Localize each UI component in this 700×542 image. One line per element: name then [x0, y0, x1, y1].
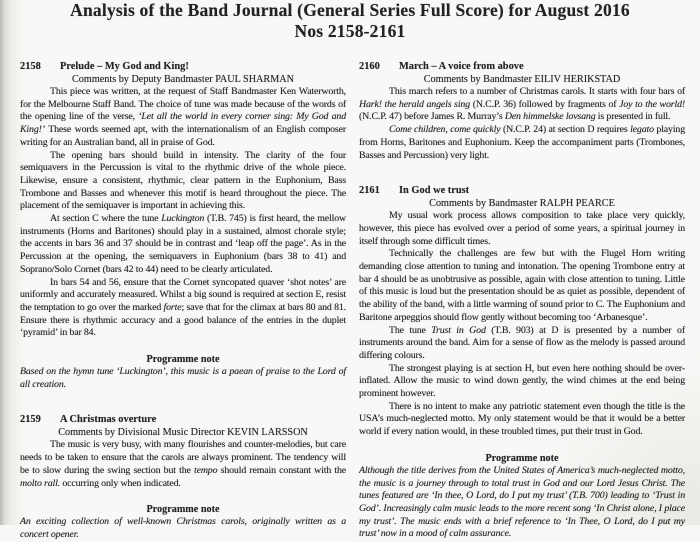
section-number: 2158	[20, 61, 41, 72]
section-2161	[359, 184, 685, 541]
section-heading	[20, 60, 346, 73]
paragraph: Technically the challenges are few but with the Flugel Horn writing demanding close attention to tuning and intonation. The opening Trombone entry at bar 4 should be as unobtrusive as possible, again with close attention to tuning. Little of this music is loud but the presentation should be as quiet as possible, dependent of the ability of the band, with a little warming of sound prior to C. The Euphonium and Baritone arpeggios should flow gently without becoming too ‘Arbanesque’.	[359, 248, 685, 323]
paragraph: The tune Trust in God (T.B. 903) at D is presented by a number of instruments around the band. Aim for a sense of flow as the melody is passed around differing colours.	[359, 324, 685, 361]
paragraph: There is no intent to make any patriotic statement even though the title is the USA’s much-neglected motto. My only statement would be that it would be a better world if every nation would, in these troubled times, put their trust in God.	[359, 400, 685, 438]
section-number: 2161	[359, 185, 380, 197]
section-2159	[20, 413, 346, 541]
paragraph: The music is very busy, with many flourishes and counter-melodies, but care needs to be taken to ensure that the carols are always prominent. The tendency will be to slow during the swing section but the tempo should remain constant with the molto rall. occurring only when indicated.	[20, 439, 347, 489]
paragraph: The opening bars should build in intensity. The clarity of the four semiquavers in the Percussion is vital to the rhythmic drive of the whole piece. Likewise, ensure a consistent, rhythmic, clear pattern in the Euphonium, Bass Trombone and Basses and whenever this motif is heard throughout the piece. The placement of the semiquaver is important in achieving this.	[20, 149, 346, 212]
section-heading	[359, 184, 685, 197]
programme-note-label: Programme note	[146, 504, 220, 516]
section-byline: Comments by Bandmaster RALPH PEARCE	[429, 198, 615, 210]
document-subtitle: Nos 2158-2161	[294, 21, 406, 41]
section-title: Prelude – My God and King!	[60, 61, 189, 72]
section-heading	[20, 413, 346, 426]
section-title: A Christmas overture	[60, 414, 157, 426]
section-2158	[20, 60, 346, 391]
programme-note-text: Although the title derives from the United States of America’s much-neglected motto, the music is a journey through to total trust in God and our Lord Jesus Christ. The tunes featured are ‘In thee, O Lord, do I put my trust’ (T.B. 700) leading to ‘Trust in God’. Increasingly calm music leads to the more recent song ‘In Christ alone, I place my trust’. The music ends with a brief reference to ‘In Thee, O Lord, do I put my trust’ now in a mood of calm assurance.	[359, 464, 685, 540]
section-number: 2160	[359, 61, 380, 72]
section-paragraphs	[359, 86, 685, 162]
right-column	[359, 60, 685, 542]
paragraph: Come children, come quickly (N.C.P. 24) at section D requires legato playing from Horns, Baritones and Euphonium. Keep the accompaniment parts (Trombones, Basses and Percussion) very light.	[359, 124, 685, 161]
paragraph: My usual work process allows composition to take place very quickly, however, this piece has evolved over a period of some years, a spiritual journey in itself through some difficult times.	[359, 210, 685, 247]
section-title: In God we trust	[399, 185, 470, 197]
paragraph: This piece was written, at the request of Staff Bandmaster Ken Waterworth, for the Melbourne Staff Band. The choice of tune was made because of the words of the opening line of the verse, ‘Let all the world in every corner sing: My God and King!’ These words seemed apt, with the internationalism of an English composer writing for an Australian band, all in praise of God.	[20, 86, 346, 148]
paragraph: In bars 54 and 56, ensure that the Cornet syncopated quaver ‘shot notes’ are uniformly and accurately measured. Whilst a big sound is required at section E, resist the temptation to go over the marked forte; save that for the climax at bars 80 and 81. Ensure there is rhythmic accuracy and a good balance of the entries in the duplet ‘pyramid’ in bar 84.	[20, 276, 346, 339]
section-number: 2159	[20, 414, 41, 426]
section-byline: Comments by Bandmaster EILIV HERIKSTAD	[423, 74, 621, 85]
section-2160	[359, 60, 685, 162]
paragraph: This march refers to a number of Christmas carols. It starts with four bars of Hark! the herald angels sing (N.C.P. 36) followed by fragments of Joy to the world! (N.C.P. 47) before James R. Murray’s Den himmelske lovsang is presented in full.	[359, 86, 685, 123]
left-column	[20, 60, 346, 542]
programme-note-label: Programme note	[146, 354, 220, 366]
section-paragraphs	[359, 210, 685, 439]
two-column-layout	[0, 42, 700, 542]
section-byline: Comments by Divisional Music Director KEVIN LARSSON	[58, 427, 308, 439]
section-title: March – A voice from above	[399, 61, 524, 72]
programme-note-label: Programme note	[485, 452, 559, 464]
programme-note-text: Based on the hymn tune ‘Luckington’, this music is a paean of praise to the Lord of all creation.	[20, 366, 346, 390]
programme-note-text: An exciting collection of well-known Christmas carols, originally written as a concert opener.	[20, 516, 346, 540]
section-paragraphs	[20, 86, 346, 340]
paragraph: At section C where the tune Luckington (T.B. 745) is first heard, the mellow instruments (Horns and Baritones) should play in a sustained, almost chorale style; the accents in bars 36 and 37 should be in contrast and ‘leap off the page’. As in the Percussion at the opening, the semiquavers in Euphonium (bars 38 to 41) and Soprano/Solo Cornet (bars 42 to 44) need to be clearly articulated.	[20, 213, 347, 275]
section-heading	[359, 60, 685, 73]
document-header	[0, 0, 700, 42]
paragraph: The strongest playing is at section H, but even here nothing should be over-inflated. Allow the music to wind down gently, the wind chimes at the end being prominent however.	[359, 362, 685, 400]
document-title: Analysis of the Band Journal (General Series Full Score) for August 2016	[70, 0, 630, 20]
section-byline: Comments by Deputy Bandmaster PAUL SHARMAN	[72, 74, 294, 85]
section-paragraphs	[20, 439, 346, 490]
